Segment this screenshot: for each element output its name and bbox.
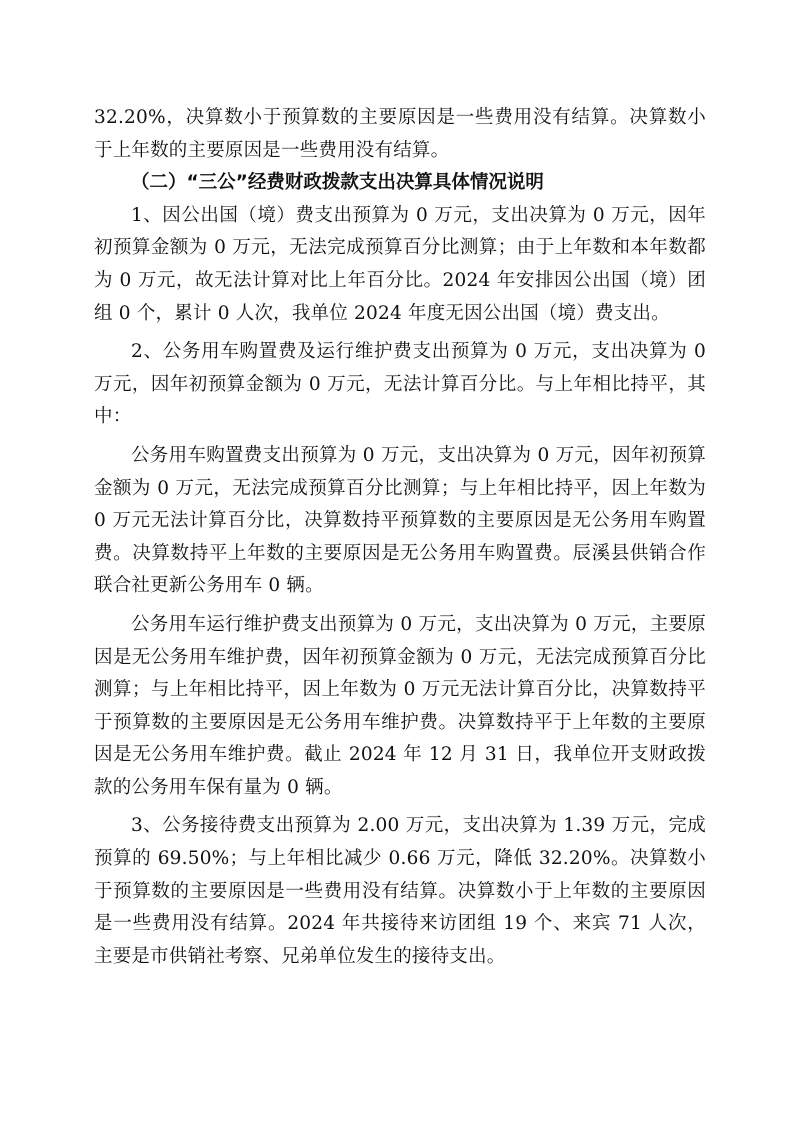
section-heading: （二）“三公”经费财政拨款支出决算具体情况说明 [131, 172, 544, 194]
paragraph-reception: 3、公务接待费支出预算为 2.00 万元，支出决算为 1.39 万元，完成预算的 69.50%；与上年相比减少 0.66 万元，降低 32.20%。决算数小于预算数的主要原因是一些费用没有结算。决算数小于上年数的主要原因是一些费用没有结算。2024 年共接待来访团组 19 个、来宾 71 人次，主要是市供销社考察、兄弟单位发生的接待支出。 [94, 815, 706, 967]
document-page [94, 102, 706, 973]
paragraph-vehicle-maintenance: 公务用车运行维护费支出预算为 0 万元，支出决算为 0 万元，主要原因是无公务用车维护费，因年初预算金额为 0 万元，无法完成预算百分比测算；与上年相比持平，因上年数为 0 万元无法计算百分比，决算数持平于预算数的主要原因是无公务用车维护费。决算数持平于上年数的主要原因是无公务用车维护费。截止 2024 年 12 月 31 日，我单位开支财政拨款的公务用车保有量为 0 辆。 [94, 613, 706, 798]
paragraph-overseas-travel: 1、因公出国（境）费支出预算为 0 万元，支出决算为 0 万元，因年初预算金额为 0 万元，无法完成预算百分比测算；由于上年数和本年数都为 0 万元，故无法计算对比上年百分比。2024 年安排因公出国（境）团组 0 个，累计 0 人次，我单位 2024 年度无因公出国（境）费支出。 [94, 204, 706, 324]
paragraph-continued: 32.20%，决算数小于预算数的主要原因是一些费用没有结算。决算数小于上年数的主要原因是一些费用没有结算。 [94, 107, 706, 161]
paragraph-vehicle-purchase: 公务用车购置费支出预算为 0 万元，支出决算为 0 万元，因年初预算金额为 0 万元，无法完成预算百分比测算；与上年相比持平，因上年数为 0 万元无法计算百分比，决算数持平预算数的主要原因是无公务用车购置费。决算数持平上年数的主要原因是无公务用车购置费。辰溪县供销合作联合社更新公务用车 0 辆。 [94, 444, 706, 597]
paragraph-vehicle-summary: 2、公务用车购置费及运行维护费支出预算为 0 万元，支出决算为 0 万元，因年初预算金额为 0 万元，无法计算百分比。与上年相比持平，其中： [94, 341, 706, 428]
